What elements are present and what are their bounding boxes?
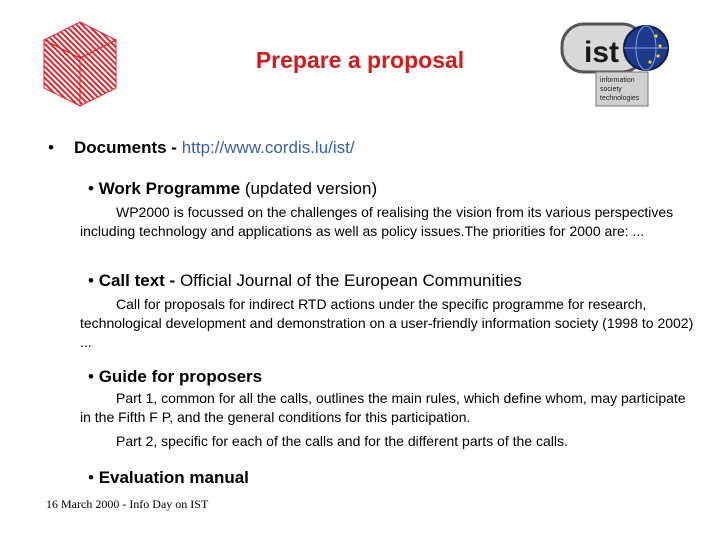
item-title: Call text - <box>98 271 176 290</box>
bullet: • <box>88 179 94 198</box>
ist-wordmark: ist <box>584 36 620 69</box>
item-title: Work Programme <box>98 179 241 198</box>
bullet: • <box>88 271 94 290</box>
item-title: Guide for proposers <box>98 367 263 386</box>
svg-text:information: information <box>600 77 635 84</box>
ist-logo <box>560 22 672 108</box>
item-call-text <box>88 270 522 292</box>
slide-title: Prepare a proposal <box>255 47 465 73</box>
item-suffix: (updated version) <box>244 179 378 198</box>
bullet: • <box>88 367 94 386</box>
documents-heading <box>48 136 355 160</box>
call-text-paragraph: Call for proposals for indirect RTD actions under the specific programme for research, technological development and demonstration on a user-friendly information society (1998 to 2002) ... <box>80 296 694 350</box>
item-work-programme <box>88 178 377 200</box>
svg-text:society: society <box>600 86 622 93</box>
slide-footer: 16 March 2000 - Info Day on IST <box>46 497 209 511</box>
svg-text:technologies: technologies <box>600 95 640 102</box>
bullet: • <box>88 468 94 487</box>
guide-paragraph-2: Part 2, specific for each of the calls and for the different parts of the calls. <box>116 433 568 449</box>
item-evaluation-manual <box>88 467 249 489</box>
cordis-link[interactable]: http://www.cordis.lu/ist/ <box>181 138 355 157</box>
guide-paragraph-1: Part 1, common for all the calls, outlines the main rules, which define whom, may participate in the Fifth F P, and the general conditions for this participation. <box>80 390 686 425</box>
item-title: Evaluation manual <box>98 468 249 487</box>
bullet: • <box>48 138 54 157</box>
work-programme-paragraph: WP2000 is focussed on the challenges of realising the vision from its various perspectives including technology and applications as well as policy issues.The priorities for 2000 are: ... <box>80 204 674 239</box>
item-suffix: Official Journal of the European Communities <box>179 271 522 290</box>
documents-label: Documents - <box>74 138 177 157</box>
item-guide-for-proposers <box>88 366 262 388</box>
